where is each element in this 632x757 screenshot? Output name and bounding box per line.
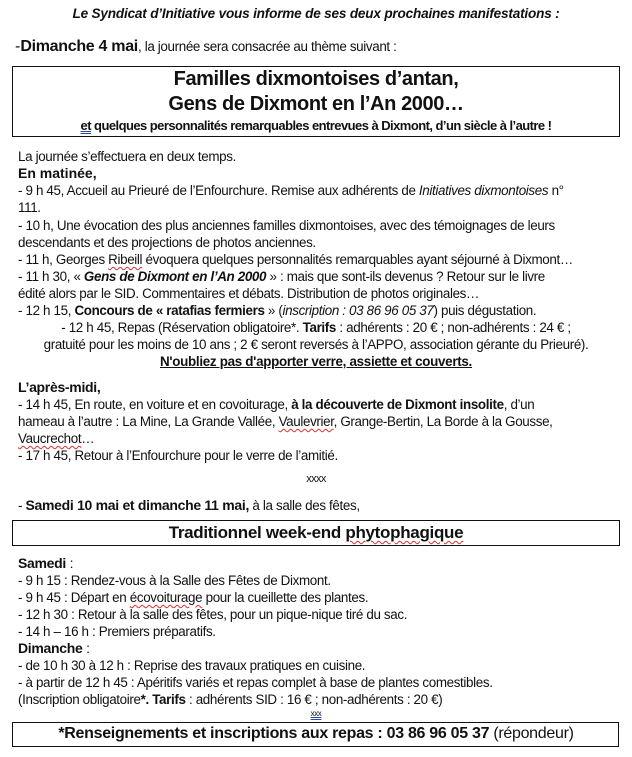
event1-title-line1: Familles dixmontoises d’antan, (173, 68, 459, 90)
saturday-colon: : (66, 555, 74, 571)
morning-item-3-b: évoquera quelques personnalités remarquables ayant séjourné à Dixmont… (142, 252, 573, 267)
afternoon-heading: L’après-midi, (18, 379, 101, 395)
separator-xxx: xxx (310, 709, 322, 718)
sunday-label: Dimanche (18, 640, 83, 656)
contest-name: Concours de « ratafias fermiers (74, 303, 265, 318)
morning-item-6-a: - 12 h 45, Repas (Réservation obligatoire*. (61, 320, 303, 335)
morning-item-5-c: ) puis dégustation. (433, 303, 537, 318)
sunday-heading (18, 640, 90, 657)
morning-item-1-cont: 111. (18, 200, 41, 215)
afternoon-item-2: - 17 h 45, Retour à l’Enfourchure pour le verre de l’amitié. (18, 448, 338, 463)
morning-item-5-b: » ( (264, 303, 283, 318)
saturday-label: Samedi (18, 555, 66, 571)
afternoon-item-1-line3-b: … (81, 431, 95, 446)
event2-date-suffix: à la salle des fêtes, (249, 498, 360, 513)
event2-title (0, 522, 632, 543)
event1-intro: La journée s’effectuera en deux temps. (18, 149, 236, 164)
morning-item-5-a: - 12 h 15, (18, 303, 75, 318)
event2-prefix: - (18, 498, 26, 513)
morning-item-5 (18, 302, 536, 319)
event2-title-b: phytophagique (345, 523, 464, 542)
reminder: N'oubliez pas d'apporter verre, assiette et couverts. (160, 354, 472, 369)
separator-xxxx: xxxx (306, 473, 326, 485)
sunday-colon: : (82, 640, 90, 656)
saturday-heading (18, 555, 73, 572)
morning-item-1 (18, 182, 564, 199)
afternoon-item-1-line2 (18, 413, 553, 430)
afternoon-item-1-line3 (18, 430, 94, 447)
morning-item-4-b: » : mais que sont-ils devenus ? Retour sur le livre (266, 269, 545, 284)
event1-date: Dimanche 4 mai (20, 38, 138, 55)
morning-item-2-line1: - 10 h, Une évocation des plus anciennes familles dixmontoises, avec des témoignages de leurs (18, 218, 555, 233)
morning-item-6-b: : adhérents : 20 € ; non-adhérents : 24 € ; (336, 320, 571, 335)
place-vaucrechot: Vaucrechot (18, 431, 82, 446)
publication-title: Initiatives dixmontoises (418, 183, 549, 198)
event2-title-a: Traditionnel week-end (168, 523, 346, 542)
saturday-item-4: - 14 h – 16 h : Premiers préparatifs. (18, 624, 216, 639)
subtitle-rest: quelques personnalités remarquables entrevues à Dixmont, d’un siècle à l’autre ! (91, 118, 552, 133)
book-title: Gens de Dixmont en l’An 2000 (83, 269, 267, 284)
sunday-tarifs (18, 691, 442, 708)
speaker-name: Ribeill (108, 252, 143, 267)
event1-subtitle (0, 118, 632, 134)
afternoon-item-1 (18, 396, 534, 413)
intro-heading: Le Syndicat d’Initiative vous informe de ses deux prochaines manifestations : (72, 6, 560, 21)
event1-date-line (15, 38, 397, 56)
saturday-item-2-a: - 9 h 45 : Départ en (18, 590, 130, 605)
saturday-item-2-b: pour la cueillette des plantes. (202, 590, 369, 605)
sunday-item-2: - à partir de 12 h 45 : Apéritifs variés et repas complet à base de plantes comestibles. (18, 675, 493, 690)
morning-heading: En matinée, (18, 165, 97, 181)
afternoon-item-1-line2-a: hameau à l’autre : La Mine, La Grande Vallée, (18, 414, 279, 429)
morning-item-2-line2: descendants et des projections de photos anciennes. (18, 235, 316, 250)
saturday-item-3: - 12 h 30 : Retour à la salle des fêtes, pour un pique-nique tiré du sac. (18, 607, 408, 622)
footer-text (0, 724, 632, 744)
subtitle-et: et (80, 118, 91, 133)
morning-item-3-a: - 11 h, Georges (18, 252, 109, 267)
morning-item-4 (18, 268, 545, 285)
footer-bold: *Renseignements et inscriptions aux repas : 03 86 96 05 37 (58, 725, 490, 742)
event1-date-suffix: , la journée sera consacrée au thème suivant : (137, 39, 397, 54)
morning-item-1-text: - 9 h 45, Accueil au Prieuré de l’Enfourchure. Remise aux adhérents de (18, 183, 419, 198)
event2-date-line (18, 496, 360, 515)
event2-date: Samedi 10 mai et dimanche 11 mai, (25, 497, 250, 513)
afternoon-item-1-line2-b: , Grange-Bertin, La Borde à la Gousse, (333, 414, 553, 429)
event1-title-line2: Gens de Dixmont en l’An 2000… (168, 93, 464, 115)
saturday-item-2 (18, 589, 368, 606)
discovery-tour: à la découverte de Dixmont insolite (291, 397, 504, 412)
afternoon-item-1-b: , d’un (503, 397, 535, 412)
morning-item-4-line2: édité alors par le SID. Commentaires et débats. Distribution de photos originales… (18, 286, 480, 301)
morning-item-6-line2: gratuité pour les moins de 10 ans ; 2 € seront reversés à l’APPO, association gérante du Prieuré). (43, 337, 589, 352)
place-vaulevrier: Vaulevrier (278, 414, 334, 429)
event1-prefix: - (15, 38, 21, 55)
tarifs-label-1: Tarifs (302, 320, 337, 335)
morning-item-4-a: - 11 h 30, « (18, 269, 84, 284)
sunday-tarifs-b: : adhérents SID : 16 € ; non-adhérents : 20 €) (185, 692, 443, 707)
afternoon-item-1-a: - 14 h 45, En route, en voiture et en covoiturage, (18, 397, 292, 412)
saturday-item-2-word: écovoiturage (129, 590, 203, 605)
morning-item-3 (18, 251, 573, 268)
footer-normal: (répondeur) (489, 725, 574, 742)
sunday-tarifs-star: *. (140, 692, 153, 707)
sunday-tarifs-a: (Inscription obligatoire (18, 692, 141, 707)
morning-item-6 (0, 319, 632, 336)
sunday-item-1: - de 10 h 30 à 12 h : Reprise des travaux pratiques en cuisine. (18, 658, 366, 673)
contest-phone: inscription : 03 86 96 05 37 (282, 303, 434, 318)
tarifs-label-2: Tarifs (152, 692, 186, 707)
saturday-item-1: - 9 h 15 : Rendez-vous à la Salle des Fêtes de Dixmont. (18, 573, 331, 588)
morning-item-1-number: n° (548, 183, 564, 198)
